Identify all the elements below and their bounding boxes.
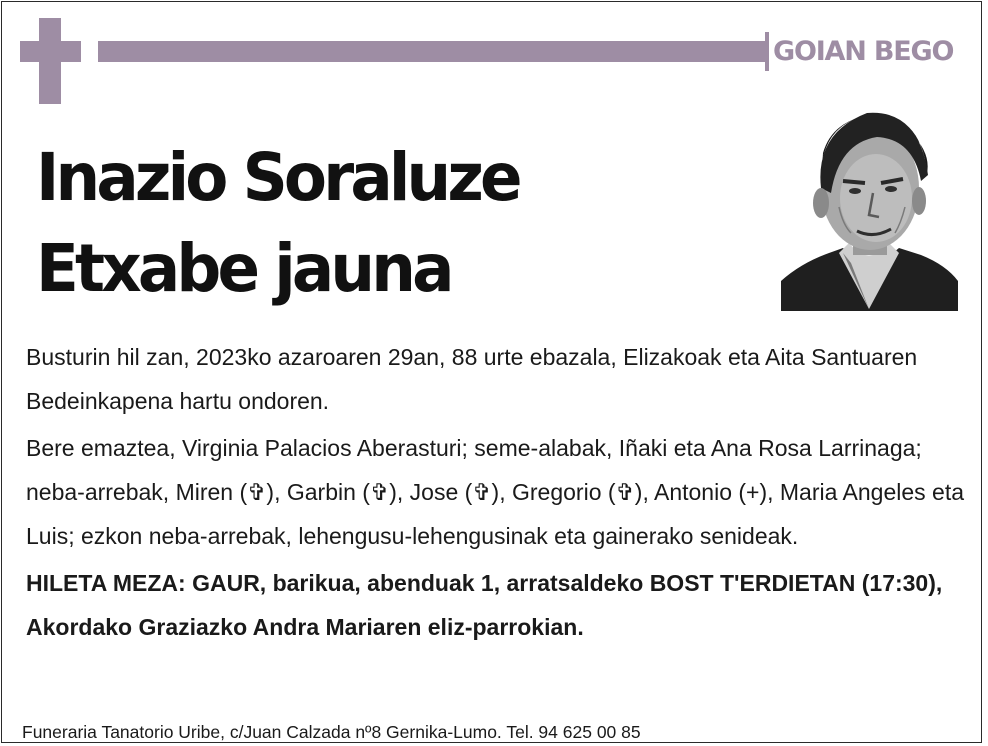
header-band (98, 41, 765, 62)
notice-text (26, 335, 976, 652)
funeral-mass-details: HILETA MEZA: GAUR, barikua, abenduak 1, arratsaldeko BOST T'ERDIETAN (17:30), Akordako Graziazko Andra Mariaren eliz-parrokian. (26, 570, 943, 640)
death-announcement: Busturin hil zan, 2023ko azaroaren 29an, 88 urte ebazala, Elizakoak eta Aita Santuaren Bedeinkapena hartu ondoren. (26, 344, 918, 414)
funeral-home-footer: Funeraria Tanatorio Uribe, c/Juan Calzada nº8 Gernika-Lumo. Tel. 94 625 00 85 (22, 722, 641, 742)
latin-cross-icon-arm (20, 41, 81, 62)
portrait-photo (781, 103, 958, 311)
family-mourners: Bere emaztea, Virginia Palacios Aberasturi; seme-alabak, Iñaki eta Ana Rosa Larrinaga; neba-arrebak, Miren (✞), Garbin (✞), Jose (✞), Gregorio (✞), Antonio (+), Maria Angeles eta Luis; ezkon neba-arrebak, lehengusu-lehengusinak eta gainerako senideak. (26, 435, 965, 549)
deceased-name-line2: Etxabe jauna (36, 230, 451, 307)
deceased-name-line1: Inazio Soraluze (36, 139, 519, 216)
obituary-frame (1, 1, 982, 743)
header-band-end (765, 32, 769, 71)
section-label: GOIAN BEGO (773, 36, 954, 67)
deceased-name (36, 132, 519, 314)
